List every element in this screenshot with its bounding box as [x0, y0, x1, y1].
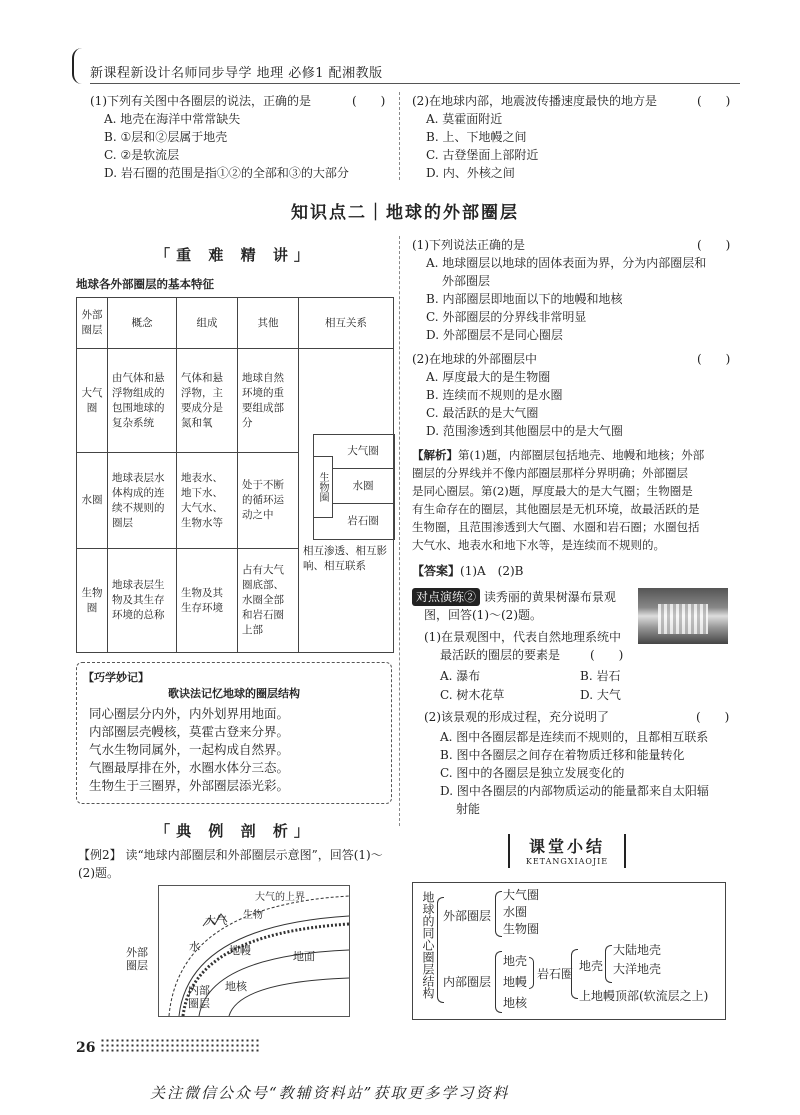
option: C. 图中的各圈层是独立发展变化的: [440, 766, 625, 780]
option: D. 岩石圈的范围是指①②的全部和③的大部分: [104, 166, 349, 180]
summary-title: 课堂小结: [528, 837, 605, 856]
example-line: 【例2】 读“地球内部圈层和外部圈层示意图”，回答(1)～: [78, 848, 383, 862]
cell-concept: 地球表层水体构成的连续不规则的圈层: [108, 453, 177, 549]
answer-paren: ( ): [696, 710, 730, 724]
analysis: [412, 446, 732, 554]
option: A. 莫霍面附近: [426, 112, 503, 126]
option: 射能: [456, 802, 481, 816]
option: A. 地球圈层以地球的固体表面为界，分为内部圈层和: [426, 256, 707, 270]
option: B. ①层和②层属于地壳: [104, 130, 228, 144]
header-bracket: [72, 48, 84, 84]
column-header: 组成: [177, 298, 238, 349]
memo-title: 歌诀法记忆地球的圈层结构: [168, 687, 300, 700]
option: B. 连续而不规则的是水圈: [426, 388, 563, 402]
water-label: 水: [189, 940, 200, 953]
column-divider: [399, 236, 400, 826]
inner-item: 地壳: [503, 954, 528, 968]
crust-item: 大陆地壳: [613, 943, 662, 957]
option: A. 瀑布: [440, 669, 481, 683]
table-header-row: [77, 298, 394, 349]
option: C. 树木花草: [440, 688, 505, 702]
memo-line: 生物生于三圈界，外部圈层添光彩。: [89, 778, 290, 793]
row-name: 生物圈: [77, 549, 108, 653]
answer-paren: ( ): [697, 352, 731, 366]
question-right-2: [412, 350, 732, 440]
summary-lith: 岩石圈: [537, 967, 574, 981]
question-right-1: [412, 236, 732, 344]
brace: [529, 957, 534, 989]
answer-paren: ( ): [590, 648, 624, 662]
summary-crust: 地壳: [579, 959, 604, 973]
option: A. 厚度最大的是生物圈: [426, 370, 551, 384]
row-name: 水圈: [77, 453, 108, 549]
waterfall-photo: [638, 588, 728, 644]
outer-item: 水圈: [503, 905, 528, 919]
page-dots: [100, 1038, 260, 1054]
memo-line: 同心圈层分内外，内外划界用地面。: [89, 706, 290, 721]
memo-tag: 【巧学妙记】: [83, 671, 149, 684]
brace: [605, 945, 612, 983]
summary-outer: 外部圈层: [443, 909, 492, 923]
cell-other: 地球自然环境的重要组成部分: [238, 349, 299, 453]
option: A. 地壳在海洋中常常缺失: [104, 112, 241, 126]
mantle-label: 地幔: [229, 944, 251, 957]
inner-sphere-label: 内部圈层: [188, 984, 210, 1010]
option: D. 外部圈层不是同心圈层: [426, 328, 563, 342]
atm-label: 大气: [205, 914, 227, 927]
drill-q2: (2)该景观的形成过程，充分说明了: [424, 710, 609, 724]
outer-item: 大气圈: [503, 888, 540, 902]
option: C. 古登堡面上部附近: [426, 148, 539, 162]
relation-text: 相互渗透、相互影响、相互联系: [303, 544, 387, 572]
example-line: (2)题。: [78, 866, 119, 880]
option: A. 图中各圈层都是连续而不规则的，且都相互联系: [440, 730, 709, 744]
biosphere-box: 生物圈: [313, 456, 333, 518]
table-row: [77, 349, 394, 453]
answer-paren: ( ): [697, 238, 731, 252]
features-table: [76, 297, 394, 653]
analysis-line: 是同心圈层。第(2)题，厚度最大的是大气圈；生物圈是: [412, 484, 693, 498]
page-header: 新课程新设计名师同步导学 地理 必修1 配湘教版: [90, 66, 383, 81]
memo-line: 内部圈层壳幔核，莫霍古登来分界。: [89, 724, 290, 739]
knowledge-point-title: 知识点二｜地球的外部圈层: [291, 203, 519, 223]
surface-label: 地面: [293, 950, 315, 963]
hydrosphere-box: 水圈: [333, 469, 393, 504]
footer-note: 关注微信公众号“教辅资料站”获取更多学习资料: [150, 1084, 510, 1102]
answer-paren: ( ): [352, 94, 386, 108]
summary-box: [412, 882, 726, 1020]
memo-line: 气水生物同属外，一起构成自然界。: [89, 742, 290, 757]
brace: [571, 949, 578, 999]
bio-label: 生物: [243, 910, 263, 921]
question-top-right: [412, 92, 732, 182]
analysis-line: 圈层的分界线并不像内部圈层那样分界明确；外部圈层: [412, 466, 688, 480]
crust-item: 大洋地壳: [613, 962, 662, 976]
cell-concept: 地球表层生物及其生存环境的总称: [108, 549, 177, 653]
outer-sphere-label: 外部圈层: [126, 946, 148, 972]
question-top-left: [90, 92, 390, 182]
column-divider: [399, 92, 400, 180]
outer-item: 生物圈: [503, 922, 540, 936]
summary-root: 地球的同心圈层结构: [421, 891, 435, 999]
core-label: 地核: [225, 980, 247, 993]
drill-line: [412, 588, 616, 606]
drill-q1: (1)在景观图中，代表自然地理系统中: [424, 630, 621, 644]
cell-composition: 地表水、地下水、大气水、生物水等: [177, 453, 238, 549]
cell-composition: 气体和悬浮物，主要成分是氮和氧: [177, 349, 238, 453]
summary-title-box: [508, 834, 626, 868]
summary-pinyin: KETANGXIAOJIE: [525, 857, 609, 866]
column-header: 概念: [108, 298, 177, 349]
memo-line: 气圈最厚排在外，水圈水体分三态。: [89, 760, 290, 775]
memo-box: [76, 662, 392, 804]
brace: [495, 951, 502, 1013]
option: D. 大气: [580, 688, 621, 702]
drill-q1: 最活跃的圈层的要素是: [440, 648, 561, 662]
option: B. 图中各圈层之间存在着物质迁移和能量转化: [440, 748, 685, 762]
option: D. 图中各圈层的内部物质运动的能量都来自太阳辐: [440, 784, 709, 798]
cell-other: 处于不断的循环运动之中: [238, 453, 299, 549]
relation-cell: [299, 349, 394, 653]
column-header: 相互关系: [299, 298, 394, 349]
cell-composition: 生物及其生存环境: [177, 549, 238, 653]
option: B. 内部圈层即地面以下的地幔和地核: [426, 292, 623, 306]
lithosphere-box: 岩石圈: [347, 514, 379, 527]
option: 外部圈层: [442, 274, 491, 288]
option: D. 内、外核之间: [426, 166, 515, 180]
question-stem: (1)下列说法正确的是: [412, 238, 525, 252]
question-stem: (1)下列有关图中各圈层的说法，正确的是: [90, 94, 311, 108]
atmosphere-box: 大气圈: [333, 434, 393, 469]
option: B. 岩石: [580, 669, 621, 683]
brace: [495, 891, 502, 937]
column-header: 外部圈层: [77, 298, 108, 349]
answer-tag: 【答案】: [412, 564, 461, 578]
analysis-line: 大气水、地表水和地下水等，是连续而不规则的。: [412, 538, 665, 552]
option: B. 上、下地幔之间: [426, 130, 527, 144]
answer-paren: ( ): [697, 94, 731, 108]
analysis-tag: 【解析】: [412, 448, 458, 462]
cell-concept: 由气体和悬浮物组成的包围地球的复杂系统: [108, 349, 177, 453]
option: C. ②是软流层: [104, 148, 180, 162]
analysis-line: 第(1)题，内部圈层包括地壳、地幔和地核；外部: [458, 448, 705, 462]
question-stem: (2)在地球内部，地震波传播速度最快的地方是: [412, 94, 657, 108]
drill-tag: 对点演练②: [412, 588, 480, 606]
row-name: 大气圈: [77, 349, 108, 453]
analysis-line: 有生命存在的圈层，其他圈层是无机环境，故最活跃的是: [412, 502, 700, 516]
drill-line: 图，回答(1)～(2)题。: [424, 608, 542, 622]
option: C. 最活跃的是大气圈: [426, 406, 539, 420]
drill-text: 读秀丽的黄果树瀑布景观: [483, 590, 616, 604]
inner-item: 地幔: [503, 975, 528, 989]
answer: [412, 562, 524, 580]
option: D. 范围渗透到其他圈层中的是大气圈: [426, 424, 623, 438]
earth-spheres-diagram: [158, 885, 350, 1017]
waterfall-streams: [658, 604, 708, 634]
analysis-line: 生物圈，且范围渗透到大气圈、水圈和岩石圈；水圈包括: [412, 520, 700, 534]
cell-other: 占有大气圈底部、水圈全部和岩石圈上部: [238, 549, 299, 653]
summary-upper: 上地幔顶部(软流层之上): [579, 989, 709, 1003]
question-stem: (2)在地球的外部圈层中: [412, 352, 537, 366]
section-example: 「 典 例 剖 析 」: [120, 820, 350, 841]
answer-text: (1)A (2)B: [460, 564, 524, 578]
table-caption: 地球各外部圈层的基本特征: [76, 277, 214, 291]
atm-top-label: 大气的上界: [255, 892, 305, 903]
page-number: 26: [76, 1040, 96, 1056]
summary-inner: 内部圈层: [443, 975, 492, 989]
option: C. 外部圈层的分界线非常明显: [426, 310, 587, 324]
inner-item: 地核: [503, 996, 528, 1010]
column-header: 其他: [238, 298, 299, 349]
header-rule: [90, 83, 740, 84]
section-key-points: 「 重 难 精 讲 」: [120, 244, 350, 265]
